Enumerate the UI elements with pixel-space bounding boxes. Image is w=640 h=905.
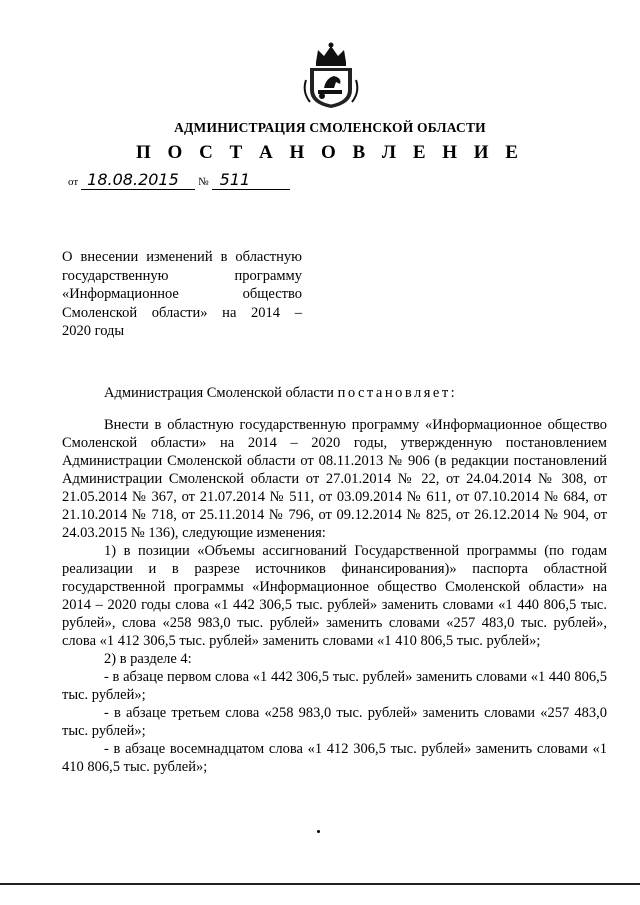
preamble-action: постановляет: bbox=[337, 385, 458, 401]
bottom-rule bbox=[0, 883, 640, 885]
preamble-text: Администрация Смоленской области bbox=[104, 385, 334, 401]
subject-line: Смоленской области» на 2014 – bbox=[62, 304, 302, 321]
preamble bbox=[104, 385, 457, 402]
paragraph: - в абзаце третьем слова «258 983,0 тыс. рублей» заменить словами «257 483,0 тыс. рублей»; bbox=[62, 705, 607, 739]
number-label: № bbox=[198, 176, 209, 188]
organization-name: АДМИНИСТРАЦИЯ СМОЛЕНСКОЙ ОБЛАСТИ bbox=[174, 120, 486, 135]
paragraph: - в абзаце первом слова «1 442 306,5 тыс. рублей» заменить словами «1 440 806,5 тыс. рублей»; bbox=[62, 669, 607, 703]
date-number-line bbox=[68, 170, 290, 190]
document-subject bbox=[62, 248, 302, 341]
subject-line: «Информационное общество bbox=[62, 286, 302, 302]
document-number: 511 bbox=[212, 170, 290, 190]
coat-of-arms-icon bbox=[298, 40, 364, 110]
paragraph: 1) в позиции «Объемы ассигнований Государственной программы (по годам реализации и в разрезе источников финансирования)» паспорта областной государственной программы «Информационное общество Смоленской области» на 2014 – 2020 годы слова «1 442 306,5 тыс. рублей» заменить словами «1 440 806,5 тыс. рублей», слова «258 983,0 тыс. рублей» заменить словами «257 483,0 тыс. рублей», слова «1 412 306,5 тыс. рублей» заменить словами «1 410 806,5 тыс. рублей»; bbox=[62, 543, 607, 649]
subject-line: О внесении изменений в областную bbox=[62, 249, 302, 265]
page-mark bbox=[317, 830, 320, 833]
document-date: 18.08.2015 bbox=[81, 170, 195, 190]
document-type: П О С Т А Н О В Л Е Н И Е bbox=[136, 142, 524, 163]
paragraph: Внести в областную государственную программу «Информационное общество Смоленской области» на 2014 – 2020 годы, утвержденную постановлением Администрации Смоленской области от 08.11.2013 № 906 (в редакции постановлений Администрации Смоленской области от 27.01.2014 № 22, от 24.04.2014 № 308, от 21.05.2014 № 367, от 21.07.2014 № 511, от 03.09.2014 № 611, от 07.10.2014 № 684, от 21.10.2014 № 718, от 25.11.2014 № 796, от 09.12.2014 № 825, от 26.12.2014 № 904, от 24.03.2015 № 136), следующие изменения: bbox=[62, 417, 607, 541]
paragraph: 2) в разделе 4: bbox=[104, 651, 192, 667]
date-label: от bbox=[68, 176, 79, 188]
subject-line: государственную программу bbox=[62, 267, 302, 284]
paragraph: - в абзаце восемнадцатом слова «1 412 306,5 тыс. рублей» заменить словами «1 410 806,5 тыс. рублей»; bbox=[62, 741, 607, 775]
document-body bbox=[62, 416, 607, 776]
subject-line: 2020 годы bbox=[62, 323, 125, 339]
